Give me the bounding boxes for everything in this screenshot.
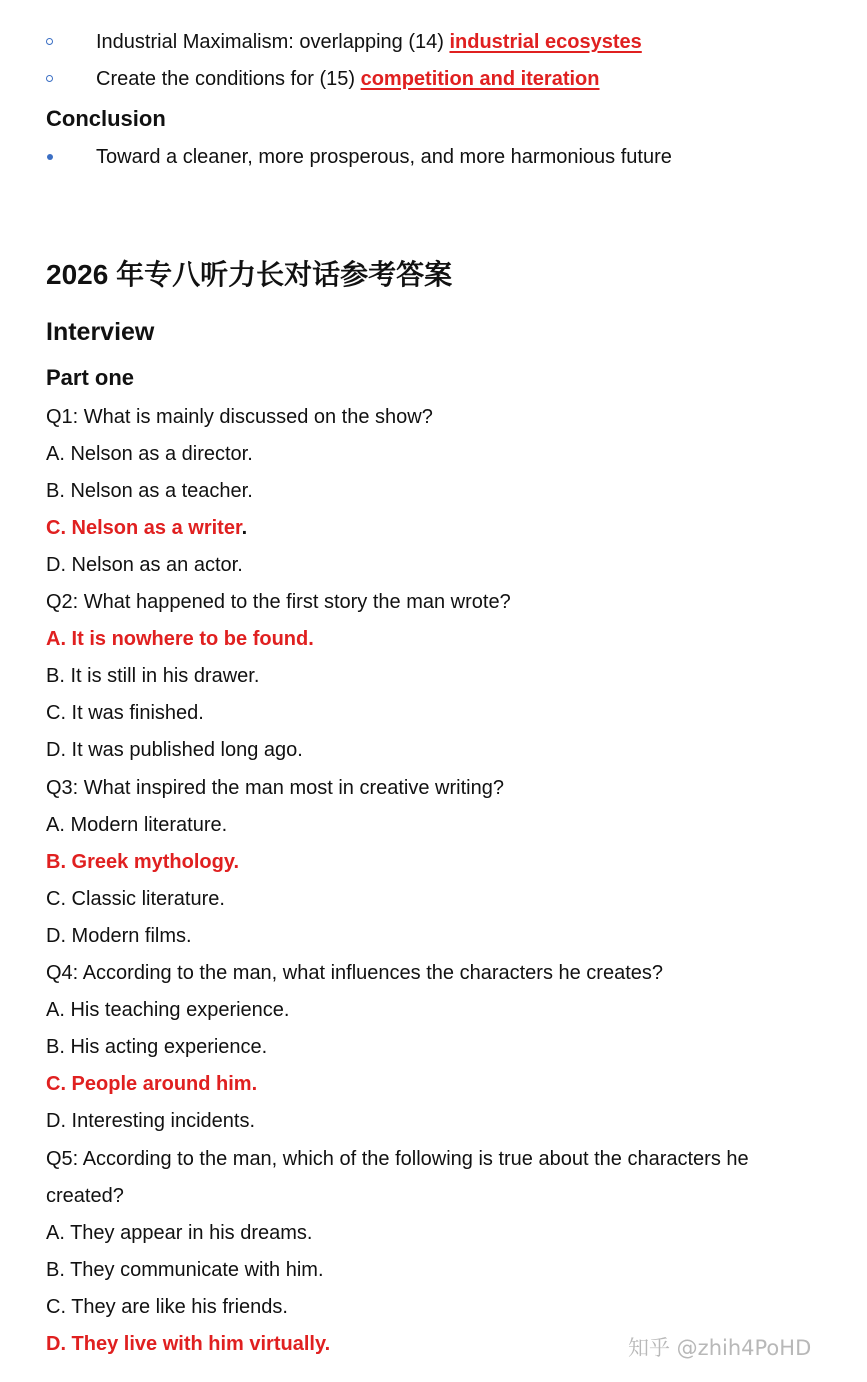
q4-option-d: D. Interesting incidents. (46, 1110, 255, 1132)
sub-item-text (96, 30, 642, 54)
question-5-continued: created? (46, 1185, 124, 1207)
sub-item-prefix: Industrial Maximalism: overlapping (14) (96, 31, 450, 53)
question-2: Q2: What happened to the first story the man wrote? (46, 591, 511, 613)
q2-option-a-correct: A. It is nowhere to be found. (46, 628, 314, 650)
hollow-bullet-icon (46, 75, 53, 82)
q3-option-a: A. Modern literature. (46, 814, 228, 836)
question-5: Q5: According to the man, which of the following is true about the characters he (46, 1148, 749, 1170)
blank-answer-15: competition and iteration (360, 68, 600, 90)
interview-heading: Interview (46, 318, 155, 346)
answer-period: . (241, 517, 248, 539)
q4-option-c-correct: C. People around him. (46, 1073, 258, 1095)
zhihu-watermark: 知乎 @zhih4PoHD (628, 1336, 812, 1360)
q1-option-a: A. Nelson as a director. (46, 443, 253, 465)
q3-option-b-correct: B. Greek mythology. (46, 851, 240, 873)
q2-option-d: D. It was published long ago. (46, 739, 303, 761)
blank-answer-14: industrial ecosystes (449, 31, 642, 53)
conclusion-bullet-text: Toward a cleaner, more prosperous, and more harmonious future (96, 146, 672, 168)
q5-option-a: A. They appear in his dreams. (46, 1222, 313, 1244)
question-4: Q4: According to the man, what influences the characters he creates? (46, 962, 664, 984)
q2-option-b: B. It is still in his drawer. (46, 665, 260, 687)
q1-option-d: D. Nelson as an actor. (46, 554, 243, 576)
q4-option-a: A. His teaching experience. (46, 999, 290, 1021)
question-1: Q1: What is mainly discussed on the show? (46, 406, 433, 428)
q3-option-d: D. Modern films. (46, 925, 192, 947)
section-title: 2026 年专八听力长对话参考答案 (46, 259, 453, 290)
q4-option-b: B. His acting experience. (46, 1036, 268, 1058)
hollow-bullet-icon (46, 38, 53, 45)
correct-answer-text: C. Nelson as a writer (46, 517, 242, 539)
q3-option-c: C. Classic literature. (46, 888, 225, 910)
q1-option-b: B. Nelson as a teacher. (46, 480, 253, 502)
q5-option-b: B. They communicate with him. (46, 1259, 324, 1281)
q5-option-c: C. They are like his friends. (46, 1296, 288, 1318)
sub-item-text (96, 67, 600, 91)
q5-option-d-correct: D. They live with him virtually. (46, 1333, 331, 1355)
part-heading: Part one (46, 365, 135, 390)
sub-item-prefix: Create the conditions for (15) (96, 68, 361, 90)
filled-bullet-icon (47, 154, 53, 160)
conclusion-heading: Conclusion (46, 106, 166, 131)
q2-option-c: C. It was finished. (46, 702, 204, 724)
q1-option-c-correct (46, 515, 247, 541)
question-3: Q3: What inspired the man most in creative writing? (46, 777, 504, 799)
